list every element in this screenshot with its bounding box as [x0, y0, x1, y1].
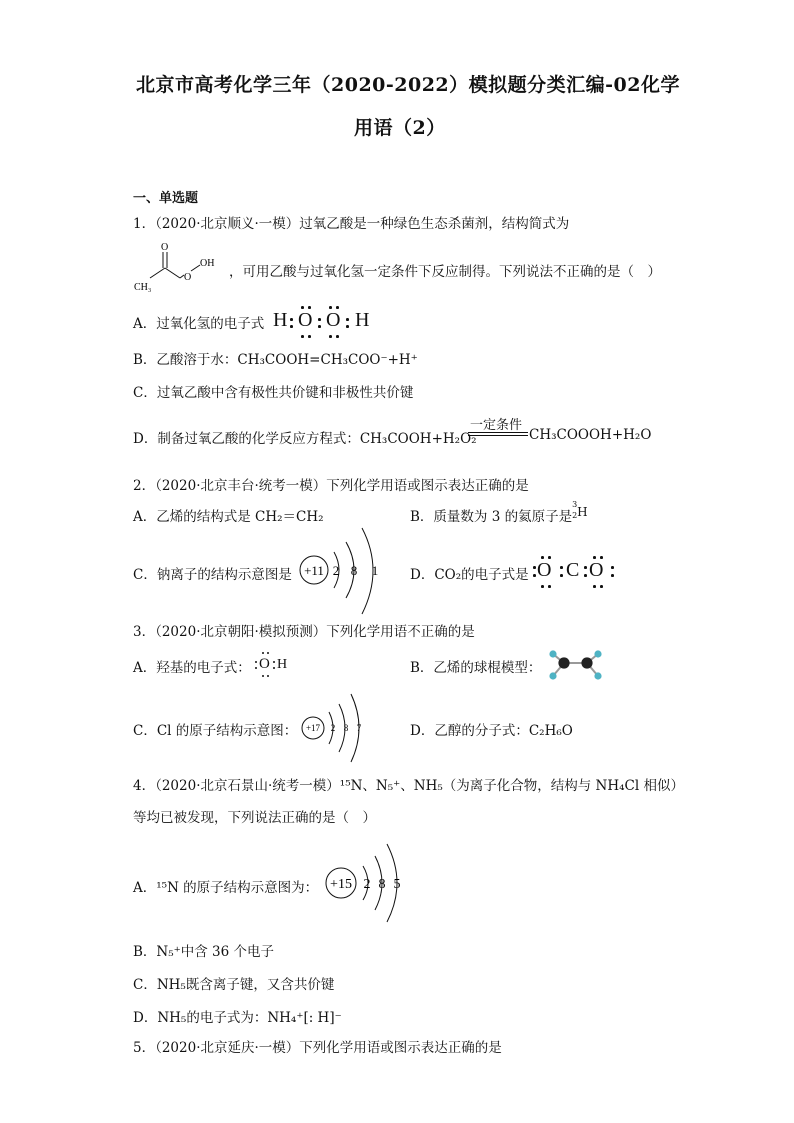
q1-option-d-suffix: CH₃COOOH+H₂O [529, 427, 652, 443]
co2-c: C [566, 559, 580, 581]
q3-stem: 3．（2020·北京朝阳·模拟预测）下列化学用语不正确的是 [133, 624, 475, 640]
shell-count-3: 5 [393, 877, 401, 892]
q4-stem-line2: 等均已被发现，下列说法正确的是（ ） [133, 810, 376, 826]
shell-count-3: 1 [371, 563, 379, 578]
struct-ester-o: O [184, 272, 192, 283]
q2-option-b [410, 500, 588, 525]
q3-option-d: D．乙醇的分子式：C₂H₆O [410, 723, 573, 739]
q2-option-c: C．钠离子的结构示意图是 [133, 567, 292, 583]
shell-count-1: 2 [363, 877, 371, 892]
q4-option-a: A．¹⁵N 的原子结构示意图为： [133, 880, 319, 896]
q2-option-b-text: B．质量数为 3 的氦原子是 [410, 509, 573, 525]
h2o2-o2: O [326, 309, 341, 331]
electron-dot [593, 556, 596, 559]
shell-count-1: 2 [332, 563, 340, 578]
electron-dot [262, 675, 264, 677]
q2-option-d: D．CO₂的电子式是 [410, 567, 529, 583]
hydroxyl-electron-formula [255, 652, 295, 678]
electron-dot [600, 556, 603, 559]
electron-dot [336, 306, 339, 309]
co2-electron-formula [533, 555, 617, 589]
reaction-condition: 一定条件 [470, 418, 523, 433]
electron-dot [308, 306, 311, 309]
q1-option-d-prefix: D．制备过氧乙酸的化学反应方程式：CH₃COOH+H₂O₂ [133, 431, 477, 447]
electron-dot [336, 335, 339, 338]
electron-dot [560, 566, 563, 569]
h-atom-ball [549, 650, 556, 657]
q1-option-a: A．过氧化氢的电子式 [133, 316, 265, 332]
electron-dot [255, 667, 257, 669]
electron-dot [346, 318, 349, 321]
electron-dot [541, 585, 544, 588]
electron-dot [346, 325, 349, 328]
h-atom-ball [594, 672, 601, 679]
q3-option-c: C．Cl 的原子结构示意图： [133, 723, 298, 739]
struct-ch3: CH₃ [134, 282, 152, 293]
q3-option-a: A．羟基的电子式： [133, 660, 251, 676]
electron-dot [533, 566, 536, 569]
electron-dot [329, 306, 332, 309]
electron-dot [548, 556, 551, 559]
q5-stem: 5．（2020·北京延庆·一模）下列化学用语或图示表达正确的是 [133, 1040, 502, 1056]
h2o2-h2: H [355, 309, 370, 331]
electron-dot [548, 585, 551, 588]
ethylene-ball-stick-model [544, 646, 608, 682]
electron-dot [584, 566, 587, 569]
isotope-atomic: 2 [572, 511, 578, 520]
q1-option-b: B．乙酸溶于水：CH₃COOH=CH₃COO⁻+H⁺ [133, 352, 418, 368]
nucleus-charge: +17 [305, 723, 321, 733]
co2-o1: O [537, 559, 552, 581]
q2-option-a: A．乙烯的结构式是 CH₂＝CH₂ [133, 509, 324, 525]
doc-title-line1: 北京市高考化学三年（2020-2022）模拟题分类汇编-02化学 [136, 74, 680, 96]
electron-dot [290, 325, 293, 328]
doc-title-line2: 用语（2） [354, 117, 446, 139]
electron-dot [593, 585, 596, 588]
electron-dot [318, 325, 321, 328]
n15-atom-structure-diagram [323, 842, 411, 926]
isotope-symbol: H [577, 505, 588, 519]
struct-oh: OH [200, 258, 215, 269]
electron-dot [255, 661, 257, 663]
h2o2-electron-formula [273, 305, 383, 339]
h2o2-h1: H [273, 309, 288, 331]
electron-dot [611, 574, 614, 577]
q1-option-c: C．过氧乙酸中含有极性共价键和非极性共价键 [133, 385, 414, 401]
electron-dot [541, 556, 544, 559]
q4-option-d: D．NH₅的电子式为：NH₄⁺[: H]⁻ [133, 1010, 342, 1026]
electron-dot [329, 335, 332, 338]
electron-dot [533, 574, 536, 577]
q4-stem-line1: 4．（2020·北京石景山·统考一模）¹⁵N、N₅⁺、NH₅（为离子化合物，结构与 NH₄Cl 相似） [133, 778, 684, 794]
q4-option-b: B．N₅⁺中含 36 个电子 [133, 944, 275, 960]
electron-dot [267, 675, 269, 677]
isotope-notation [572, 500, 588, 521]
q3-option-b: B．乙烯的球棍模型： [410, 660, 542, 676]
electron-dot [273, 667, 275, 669]
h-atom-ball [549, 672, 556, 679]
c-atom-ball [558, 657, 569, 668]
nucleus-charge: +15 [330, 877, 352, 892]
shell-count-2: 8 [350, 563, 358, 578]
cl-atom-structure-diagram [299, 692, 369, 764]
hydroxyl-o: O [259, 656, 270, 672]
co2-o2: O [589, 559, 604, 581]
struct-carbonyl-o: O [161, 242, 169, 253]
electron-dot [560, 574, 563, 577]
electron-dot [262, 652, 264, 654]
electron-dot [584, 574, 587, 577]
hydroxyl-h: H [277, 657, 288, 672]
peracetic-acid-structure [132, 238, 222, 296]
shell-count-3: 7 [356, 723, 362, 733]
electron-dot [600, 585, 603, 588]
q2-stem: 2．（2020·北京丰台·统考一模）下列化学用语或图示表达正确的是 [133, 478, 529, 494]
shell-count-1: 2 [330, 723, 336, 733]
electron-dot [308, 335, 311, 338]
electron-dot [301, 306, 304, 309]
section-heading: 一、单选题 [133, 191, 199, 206]
q1-stem-cont: ，可用乙酸与过氧化氢一定条件下反应制得。下列说法不正确的是（ ） [229, 264, 661, 280]
electron-dot [290, 318, 293, 321]
q1-stem: 1．（2020·北京顺义·一模）过氧乙酸是一种绿色生态杀菌剂，结构简式为 [133, 216, 570, 232]
isotope-mass: 3 [572, 500, 578, 509]
h-atom-ball [594, 650, 601, 657]
q4-option-c: C．NH₅既含离子键，又含共价键 [133, 977, 335, 993]
shell-count-2: 8 [378, 877, 386, 892]
nucleus-charge: +11 [304, 563, 324, 578]
electron-dot [301, 335, 304, 338]
c-atom-ball [581, 657, 592, 668]
na-ion-structure-diagram [296, 524, 388, 618]
electron-dot [267, 652, 269, 654]
reaction-arrow [468, 414, 528, 442]
shell-count-2: 8 [343, 723, 349, 733]
electron-dot [611, 566, 614, 569]
electron-dot [273, 661, 275, 663]
h2o2-o1: O [298, 309, 313, 331]
electron-dot [318, 318, 321, 321]
